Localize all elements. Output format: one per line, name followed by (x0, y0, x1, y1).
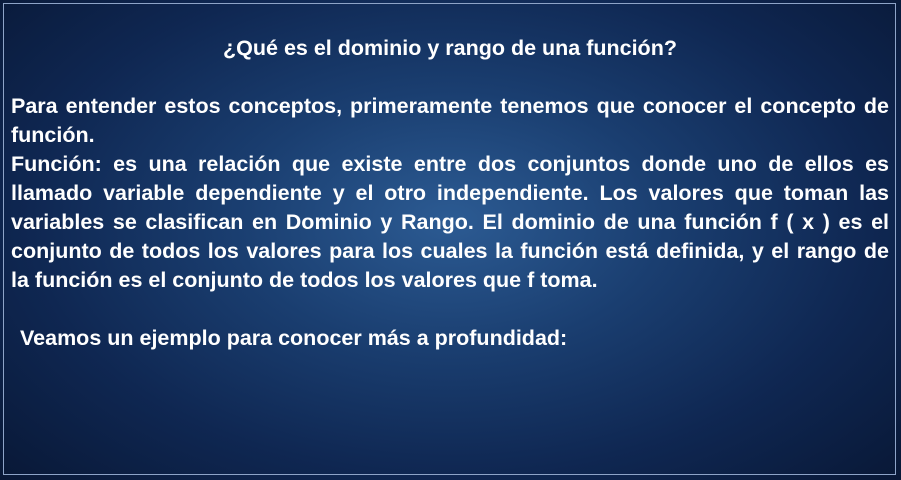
closing-line: Veamos un ejemplo para conocer más a profundidad: (20, 326, 568, 350)
spacer (11, 63, 889, 92)
spacer (11, 295, 889, 324)
definition-paragraph: Función: es una relación que existe entre dos conjuntos donde uno de ellos es llamado variable dependiente y el otro independiente. Los valores que toman las variables se clasifican en Dominio y Rango. El dominio de una función f ( x ) es el conjunto de todos los valores para los cuales la función está definida, y el rango de la función es el conjunto de todos los valores que f toma. (11, 152, 889, 292)
slide-content (11, 34, 889, 353)
intro-paragraph: Para entender estos conceptos, primeramente tenemos que conocer el concepto de función. (11, 94, 889, 147)
slide-title: ¿Qué es el dominio y rango de una función? (223, 36, 677, 60)
